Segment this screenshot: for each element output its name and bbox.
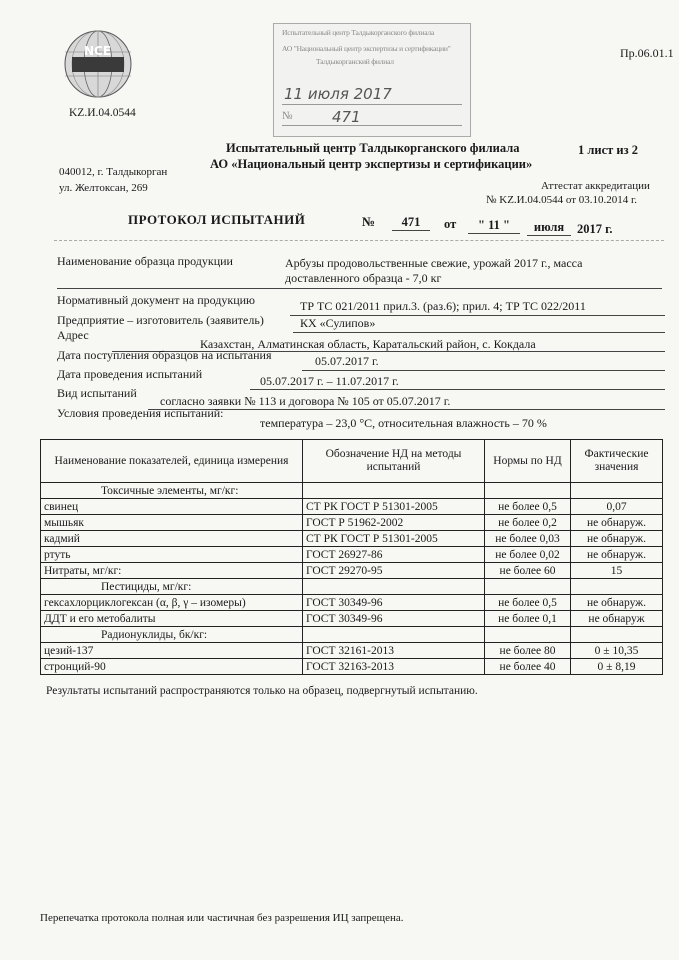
- cell-actual: не обнаруж.: [571, 595, 663, 611]
- header-indicator: Наименование показателей, единица измерения: [41, 440, 303, 483]
- cell-actual: [571, 627, 663, 643]
- received-label: Дата поступления образцов на испытания: [57, 348, 272, 362]
- producer-label: Предприятие – изготовитель (заявитель): [57, 313, 264, 327]
- address-label: Адрес: [57, 328, 89, 342]
- cell-norm: не более 0,1: [485, 611, 571, 627]
- cell-method: ГОСТ 29270-95: [303, 563, 485, 579]
- cell-method: ГОСТ 26927-86: [303, 547, 485, 563]
- cell-indicator: гексахлорциклогексан (α, β, γ – изомеры): [41, 595, 303, 611]
- cell-method: СТ РК ГОСТ Р 51301-2005: [303, 531, 485, 547]
- table-row: [41, 595, 663, 611]
- header-actual: Фактические значения: [571, 440, 663, 483]
- cell-method: СТ РК ГОСТ Р 51301-2005: [303, 499, 485, 515]
- cell-actual: 0 ± 10,35: [571, 643, 663, 659]
- logo-code: KZ.И.04.0544: [69, 107, 136, 119]
- cell-actual: не обнаруж.: [571, 547, 663, 563]
- org-line-2: АО «Национальный центр экспертизы и сертификации»: [210, 157, 533, 171]
- protocol-day: " 11 ": [468, 218, 520, 234]
- title-number-sign: №: [362, 214, 376, 229]
- sample-value-2: доставленного образца - 7,0 кг: [285, 271, 442, 285]
- stamp-line-2: АО "Национальный центр экспертизы и сертификации": [282, 44, 451, 53]
- stamp-number: 471: [332, 108, 361, 126]
- type-underline: [148, 409, 665, 410]
- cell-indicator: ртуть: [41, 547, 303, 563]
- conditions-value: температура – 23,0 °С, относительная влажность – 70 %: [260, 416, 547, 430]
- cell-norm: [485, 579, 571, 595]
- cell-norm: [485, 627, 571, 643]
- stamp-number-line: [282, 125, 462, 126]
- table-row: [41, 547, 663, 563]
- cell-indicator: мышьяк: [41, 515, 303, 531]
- globe-logo-icon: [62, 28, 134, 100]
- cell-indicator: стронций-90: [41, 659, 303, 675]
- address-value: Казахстан, Алматинская область, Каратальский район, с. Кокдала: [200, 337, 536, 351]
- protocol-number: 471: [392, 215, 430, 231]
- cell-method: ГОСТ 32161-2013: [303, 643, 485, 659]
- group-title: Пестициды, мг/кг:: [41, 579, 303, 595]
- normdoc-label: Нормативный документ на продукцию: [57, 293, 256, 307]
- cell-norm: не более 0,02: [485, 547, 571, 563]
- normdoc-value: ТР ТС 021/2011 прил.3. (раз.6); прил. 4; ТР ТС 022/2011: [300, 299, 586, 313]
- title-from: от: [444, 217, 457, 231]
- sample-underline: [57, 288, 662, 289]
- producer-value: КХ «Сулипов»: [300, 316, 376, 330]
- cell-actual: не обнаруж.: [571, 531, 663, 547]
- table-row: [41, 531, 663, 547]
- table-header-row: [41, 440, 663, 483]
- stamp-number-sign: №: [282, 110, 293, 122]
- table-row: [41, 643, 663, 659]
- sample-label: Наименование образца продукции: [57, 254, 233, 268]
- header-norm: Нормы по НД: [485, 440, 571, 483]
- cell-actual: [571, 483, 663, 499]
- cell-actual: [571, 579, 663, 595]
- header-method: Обозначение НД на методы испытаний: [303, 440, 485, 483]
- table-row: [41, 627, 663, 643]
- cell-norm: не более 40: [485, 659, 571, 675]
- group-title: Токсичные элементы, мг/кг:: [41, 483, 303, 499]
- table-row: [41, 563, 663, 579]
- cell-norm: не более 0,03: [485, 531, 571, 547]
- cell-method: ГОСТ 30349-96: [303, 611, 485, 627]
- testing-value: 05.07.2017 г. – 11.07.2017 г.: [260, 374, 399, 388]
- stamp-date: 11 июля 2017: [284, 85, 392, 103]
- table-row: [41, 499, 663, 515]
- cell-method: [303, 627, 485, 643]
- received-underline: [302, 370, 665, 371]
- stamp-date-line: [282, 104, 462, 105]
- table-row: [41, 659, 663, 675]
- table-row: [41, 515, 663, 531]
- testing-label: Дата проведения испытаний: [57, 367, 203, 381]
- protocol-month: июля: [527, 220, 571, 236]
- table-row: [41, 611, 663, 627]
- cell-actual: не обнаруж.: [571, 515, 663, 531]
- protocol-title: ПРОТОКОЛ ИСПЫТАНИЙ: [128, 212, 306, 227]
- cell-actual: 0 ± 8,19: [571, 659, 663, 675]
- form-code: Пр.06.01.1: [620, 46, 674, 60]
- group-title: Радионуклиды, бк/кг:: [41, 627, 303, 643]
- producer-underline: [293, 332, 665, 333]
- cell-norm: не более 0,5: [485, 595, 571, 611]
- cell-norm: не более 0,2: [485, 515, 571, 531]
- protocol-year: 2017 г.: [577, 222, 613, 236]
- cell-norm: не более 0,5: [485, 499, 571, 515]
- cell-method: ГОСТ Р 51962-2002: [303, 515, 485, 531]
- cell-indicator: ДДТ и его метобалиты: [41, 611, 303, 627]
- stamp-line-1: Испытательный центр Талдыкорганского филиала: [282, 28, 435, 37]
- results-note: Результаты испытаний распространяются только на образец, подвергнутый испытанию.: [46, 685, 478, 697]
- table-row: [41, 579, 663, 595]
- accreditation-value: № KZ.И.04.0544 от 03.10.2014 г.: [486, 194, 638, 206]
- cell-indicator: кадмий: [41, 531, 303, 547]
- cell-norm: [485, 483, 571, 499]
- cell-indicator: Нитраты, мг/кг:: [41, 563, 303, 579]
- cell-method: ГОСТ 30349-96: [303, 595, 485, 611]
- cell-method: [303, 483, 485, 499]
- cell-indicator: цезий-137: [41, 643, 303, 659]
- testing-underline: [250, 389, 665, 390]
- title-separator: [54, 240, 664, 241]
- org-line-1: Испытательный центр Талдыкорганского филиала: [226, 141, 520, 155]
- logo-text: NCE: [84, 44, 112, 58]
- sample-value-1: Арбузы продовольственные свежие, урожай 2017 г., масса: [285, 256, 583, 270]
- cell-actual: 15: [571, 563, 663, 579]
- address-line-2: ул. Желтоксан, 269: [59, 182, 148, 194]
- cell-indicator: свинец: [41, 499, 303, 515]
- cell-norm: не более 80: [485, 643, 571, 659]
- cell-actual: не обнаруж: [571, 611, 663, 627]
- table-row: [41, 483, 663, 499]
- cell-actual: 0,07: [571, 499, 663, 515]
- address-line-1: 040012, г. Талдыкорган: [59, 166, 168, 178]
- footer-note: Перепечатка протокола полная или частичная без разрешения ИЦ запрещена.: [40, 912, 404, 924]
- accreditation-label: Аттестат аккредитации: [541, 180, 650, 192]
- stamp-line-3: Талдыкорганский филиал: [316, 57, 394, 66]
- registration-stamp: [273, 23, 471, 137]
- type-label: Вид испытаний: [57, 386, 137, 400]
- cell-norm: не более 60: [485, 563, 571, 579]
- results-table: [40, 439, 663, 675]
- sheet-info: 1 лист из 2: [578, 143, 639, 157]
- conditions-label: Условия проведения испытаний:: [57, 406, 224, 420]
- cell-method: ГОСТ 32163-2013: [303, 659, 485, 675]
- type-value: согласно заявки № 113 и договора № 105 от 05.07.2017 г.: [160, 394, 451, 408]
- received-value: 05.07.2017 г.: [315, 354, 379, 368]
- cell-method: [303, 579, 485, 595]
